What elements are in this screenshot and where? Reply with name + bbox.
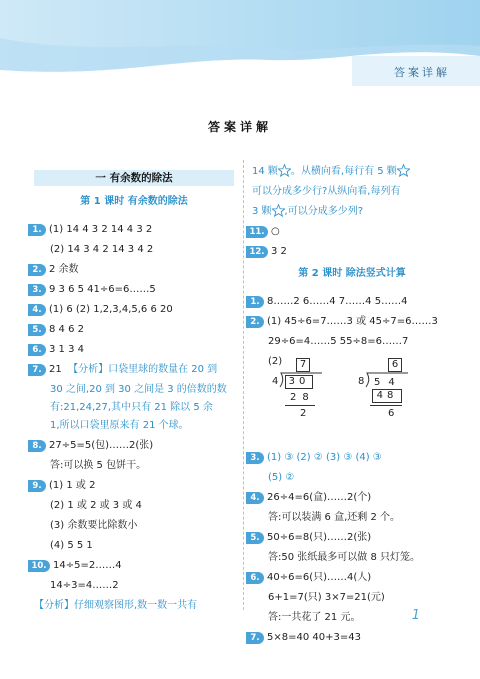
- answer-line: (5) ②: [268, 472, 295, 483]
- answer-line: 8……2 6……4 7……4 5……4: [267, 296, 408, 307]
- column-divider: [243, 160, 244, 610]
- analysis-text: 3 颗: [252, 206, 272, 217]
- answer-line: 8 4 6 2: [49, 324, 84, 335]
- quotient-box: 6: [388, 358, 402, 372]
- question-11: [249, 224, 452, 240]
- question-number: 6.: [246, 572, 264, 584]
- question-number: 5.: [28, 324, 46, 336]
- question-3: [34, 282, 234, 298]
- answer-line: 答:一共花了 21 元。: [268, 612, 361, 623]
- question-3: [252, 450, 452, 466]
- answer-line: 答:可以装满 6 盒,还剩 2 个。: [268, 512, 400, 523]
- answer-line: 3 2: [271, 246, 287, 257]
- question-4: [252, 490, 452, 506]
- star-icon: [278, 164, 291, 177]
- question-2: [34, 262, 234, 278]
- page-number: 1: [411, 608, 420, 623]
- answer-line: 14÷5=2……4: [53, 560, 122, 571]
- answer-line: (2) 14 3 4 2 14 3 4 2: [50, 244, 154, 255]
- question-7: [34, 362, 234, 378]
- question-number: 12.: [246, 246, 268, 258]
- question-number: 3.: [28, 284, 46, 296]
- analysis-text: 可以分成多少行?从纵向看,每列有: [252, 186, 401, 197]
- analysis-continued: [252, 204, 452, 220]
- answer-line: (1) 6 (2) 1,2,3,4,5,6 6 20: [49, 304, 173, 315]
- analysis-text: 【分析】仔细观察图形,数一数一共有: [34, 600, 198, 611]
- answer-line: (1) 14 4 3 2 14 4 3 2: [49, 224, 153, 235]
- analysis-text: 30 之间,20 到 30 之间是 3 的倍数的数: [50, 384, 227, 395]
- remainder: 2: [300, 408, 307, 419]
- answer-line: 2 余数: [49, 264, 79, 275]
- question-number: 4.: [28, 304, 46, 316]
- answer-line: (1) 1 或 2: [49, 480, 96, 491]
- divisor: 4: [272, 376, 279, 387]
- answer-line: 答:50 张纸最多可以做 8 只灯笼。: [268, 552, 420, 563]
- question-7: [252, 630, 452, 646]
- product-box: 48: [372, 389, 402, 403]
- quotient-box: 7: [296, 358, 310, 372]
- question-12: [249, 244, 452, 260]
- question-2: [252, 314, 452, 330]
- question-6: [252, 570, 452, 586]
- question-9: [34, 478, 234, 494]
- answer-line: (2) 1 或 2 或 3 或 4: [50, 500, 142, 511]
- question-number: 6.: [28, 344, 46, 356]
- answer-line: 40÷6=6(只)……4(人): [267, 572, 372, 583]
- analysis-text: 【分析】口袋里球的数量在 20 到: [68, 364, 218, 375]
- answer-line: 29÷6=4……5 55÷8=6……7: [268, 336, 409, 347]
- question-1: [34, 222, 234, 238]
- lesson-title: 第 1 课时 有余数的除法: [80, 196, 188, 207]
- answer-line: ○: [271, 226, 280, 237]
- question-4: [34, 302, 234, 318]
- right-column: [249, 160, 452, 650]
- question-5: [34, 322, 234, 338]
- answer-line: 26÷4=6(盒)……2(个): [267, 492, 372, 503]
- remainder: 6: [388, 408, 395, 419]
- answer-line: (4) 5 5 1: [50, 540, 93, 551]
- product: 28: [290, 392, 315, 403]
- question-number: 2.: [246, 316, 264, 328]
- answer-line: 14÷3=4……2: [50, 580, 119, 591]
- analysis-text: ,可以分成多少列?: [284, 206, 364, 217]
- divisor: 8: [358, 376, 365, 387]
- answer-line: 50÷6=8(只)……2(张): [267, 532, 372, 543]
- analysis-text: 1,所以口袋里原来有 21 个球。: [50, 420, 189, 431]
- page-title: 答案详解: [207, 120, 272, 134]
- subtraction-line: [370, 405, 402, 406]
- answer-line: (1) ③ (2) ② (3) ③ (4) ③: [267, 452, 382, 463]
- long-division-area: [252, 359, 452, 446]
- dividend: 54: [374, 377, 403, 388]
- answer-line: 9 3 6 5 41÷6=6……5: [49, 284, 156, 295]
- star-icon: [397, 164, 410, 177]
- banner-title: 答案详解: [394, 66, 450, 79]
- star-icon: [272, 204, 285, 217]
- question-5: [252, 530, 452, 546]
- question-number: 11.: [246, 226, 268, 238]
- question-number: 10.: [28, 560, 50, 572]
- question-10: [31, 558, 234, 574]
- answer-line: (2): [268, 356, 283, 367]
- answer-line: 5×8=40 40+3=43: [267, 632, 361, 643]
- question-number: 1.: [246, 296, 264, 308]
- answer-line: (3) 余数要比除数小: [50, 520, 138, 531]
- answer-line: 6+1=7(只) 3×7=21(元): [268, 592, 385, 603]
- question-number: 1.: [28, 224, 46, 236]
- answer-value: 21: [49, 364, 62, 375]
- question-number: 7.: [246, 632, 264, 644]
- answer-line: 3 1 3 4: [49, 344, 84, 355]
- question-number: 3.: [246, 452, 264, 464]
- analysis-text: 。从横向看,每行有 5 颗: [290, 166, 397, 177]
- question-number: 9.: [28, 480, 46, 492]
- question-number: 5.: [246, 532, 264, 544]
- question-number: 7.: [28, 364, 46, 376]
- question-8: [34, 438, 234, 454]
- question-number: 2.: [28, 264, 46, 276]
- analysis-continued: [252, 164, 452, 180]
- section-header: 一 有余数的除法: [34, 170, 234, 186]
- analysis-text: 有:21,24,27,其中只有 21 除以 5 余: [50, 402, 213, 413]
- analysis-text: 14 颗: [252, 166, 278, 177]
- question-1: [252, 294, 452, 310]
- question-6: [34, 342, 234, 358]
- question-number: 4.: [246, 492, 264, 504]
- dividend-box: 30: [285, 375, 313, 389]
- lesson-title: 第 2 课时 除法竖式计算: [298, 268, 406, 279]
- left-column: [31, 168, 234, 618]
- answer-line: 27÷5=5(包)……2(张): [49, 440, 154, 451]
- answer-line: (1) 45÷6=7……3 或 45÷7=6……3: [267, 316, 438, 327]
- question-number: 8.: [28, 440, 46, 452]
- answer-line: 答:可以换 5 包饼干。: [50, 460, 147, 471]
